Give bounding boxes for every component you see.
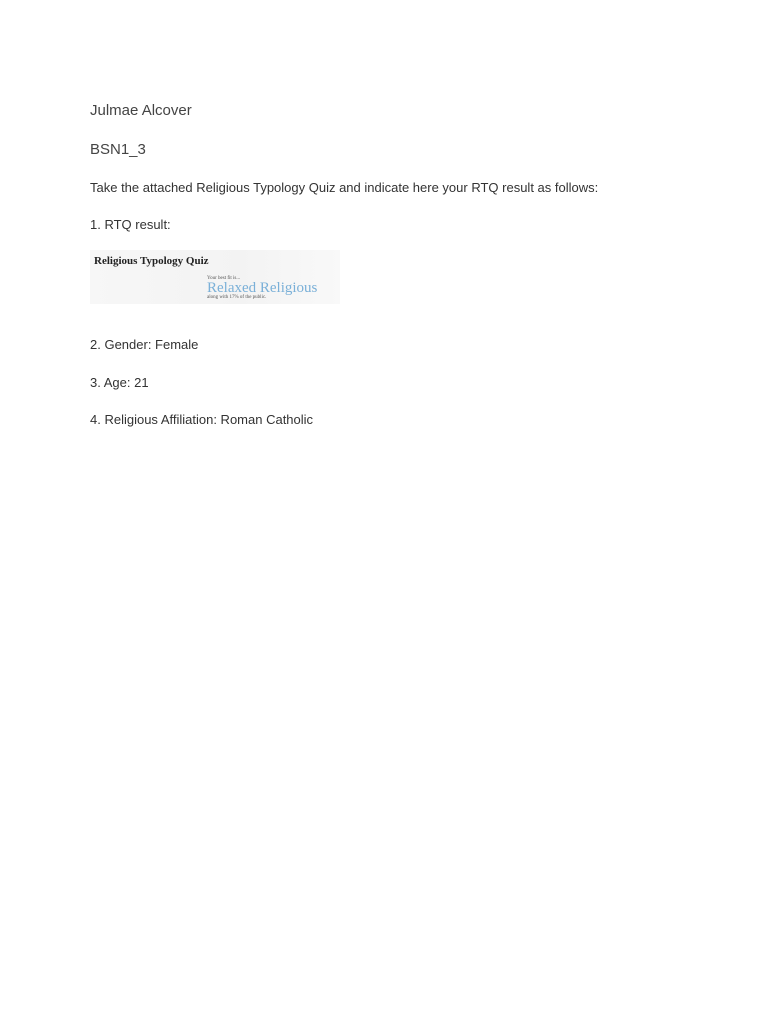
item-age: 3. Age: 21 <box>90 375 149 390</box>
quiz-image-result: Relaxed Religious <box>207 280 318 296</box>
rtq-result-image <box>90 250 340 304</box>
section-code: BSN1_3 <box>90 141 146 158</box>
item-gender: 2. Gender: Female <box>90 337 199 352</box>
quiz-image-title: Religious Typology Quiz <box>94 255 209 267</box>
item-rtq-result: 1. RTQ result: <box>90 217 171 232</box>
item-religious-affiliation: 4. Religious Affiliation: Roman Catholic <box>90 412 314 427</box>
author-name: Julmae Alcover <box>90 102 192 119</box>
instruction-text: Take the attached Religious Typology Quiz and indicate here your RTQ result as follows: <box>90 180 599 195</box>
quiz-image-pretext: Your best fit is... <box>207 276 241 281</box>
quiz-image-note: along with 17% of the public. <box>207 295 267 300</box>
